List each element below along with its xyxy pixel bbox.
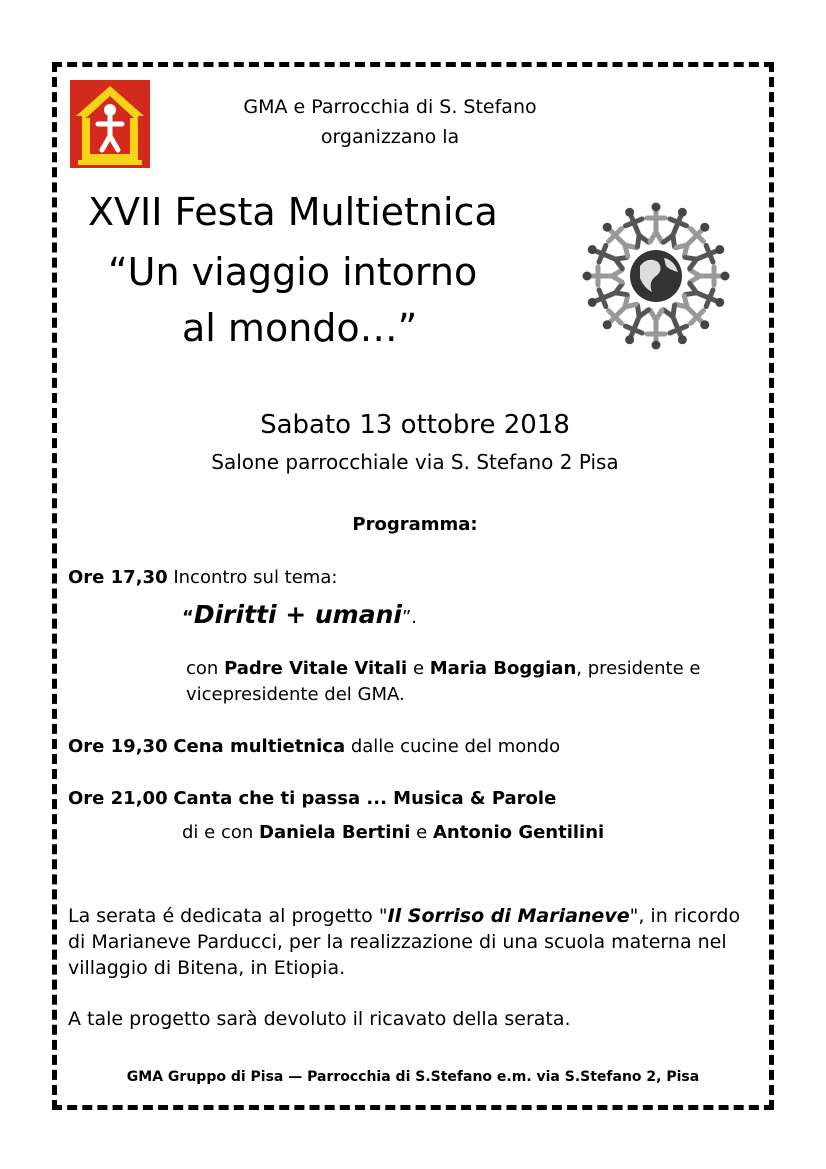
footer-credits: GMA Gruppo di Pisa — Parrocchia di S.Stefano e.m. via S.Stefano 2, Pisa <box>126 1069 700 1085</box>
program-item-2 <box>68 736 560 757</box>
performer-2: Antonio Gentilini <box>432 822 605 843</box>
event-title: XVII Festa Multietnica <box>88 190 498 234</box>
program-item-1-text: Incontro sul tema: <box>173 567 338 588</box>
event-venue: Salone parrocchiale via S. Stefano 2 Pisa <box>211 450 619 474</box>
program-topic <box>182 600 417 629</box>
speaker-1: Padre Vitale Vitali <box>224 658 408 679</box>
ring-figure <box>647 310 665 350</box>
topic-title: Diritti + umani <box>193 600 402 629</box>
program-item-2-title: Cena multietnica <box>173 736 346 757</box>
program-item-1-time: Ore 17,30 <box>68 567 168 588</box>
program-item-3 <box>68 788 556 809</box>
program-heading: Programma: <box>352 514 478 535</box>
performer-1: Daniela Bertini <box>259 822 411 843</box>
program-item-2-text: dalle cucine del mondo <box>350 736 561 757</box>
program-item-2-time: Ore 19,30 <box>68 736 168 757</box>
event-date: Sabato 13 ottobre 2018 <box>260 410 570 440</box>
project-name: Il Sorriso di Marianeve <box>387 905 630 927</box>
program-item-1 <box>68 567 337 588</box>
event-subtitle-line2: al mondo…” <box>182 306 418 350</box>
program-item-1-speakers: con Padre Vitale Vitali e Maria Boggian, presidente e vicepresidente del GMA. <box>186 658 701 705</box>
organizer-line: GMA e Parrocchia di S. Stefano <box>243 96 537 118</box>
ring-figure <box>690 267 730 285</box>
program-item-3-title: Canta che ti passa ... Musica & Parole <box>173 788 557 809</box>
topic-close-quote: ”. <box>401 607 418 628</box>
gma-logo-icon <box>70 80 150 168</box>
speaker-2: Maria Boggian <box>429 658 577 679</box>
dedication-paragraph: La serata é dedicata al progetto "Il Sorriso di Marianeve", in ricordo di Marianeve Parducci, per la realizzazione di una scuola materna nel villaggio di Bitena, in Etiopia. <box>68 905 741 979</box>
proceeds-note: A tale progetto sarà devoluto il ricavato della serata. <box>68 1008 571 1030</box>
ring-figure <box>583 267 623 285</box>
organizer-subline: organizzano la <box>320 126 460 148</box>
globe-with-people-circle-icon <box>566 186 746 366</box>
program-item-3-credits: di e con Daniela Bertini e Antonio Gentilini <box>182 822 605 843</box>
program-item-3-time: Ore 21,00 <box>68 788 168 809</box>
topic-open-quote: “ <box>182 607 194 628</box>
ring-figure <box>647 203 665 243</box>
event-subtitle-line1: “Un viaggio intorno <box>108 250 478 294</box>
